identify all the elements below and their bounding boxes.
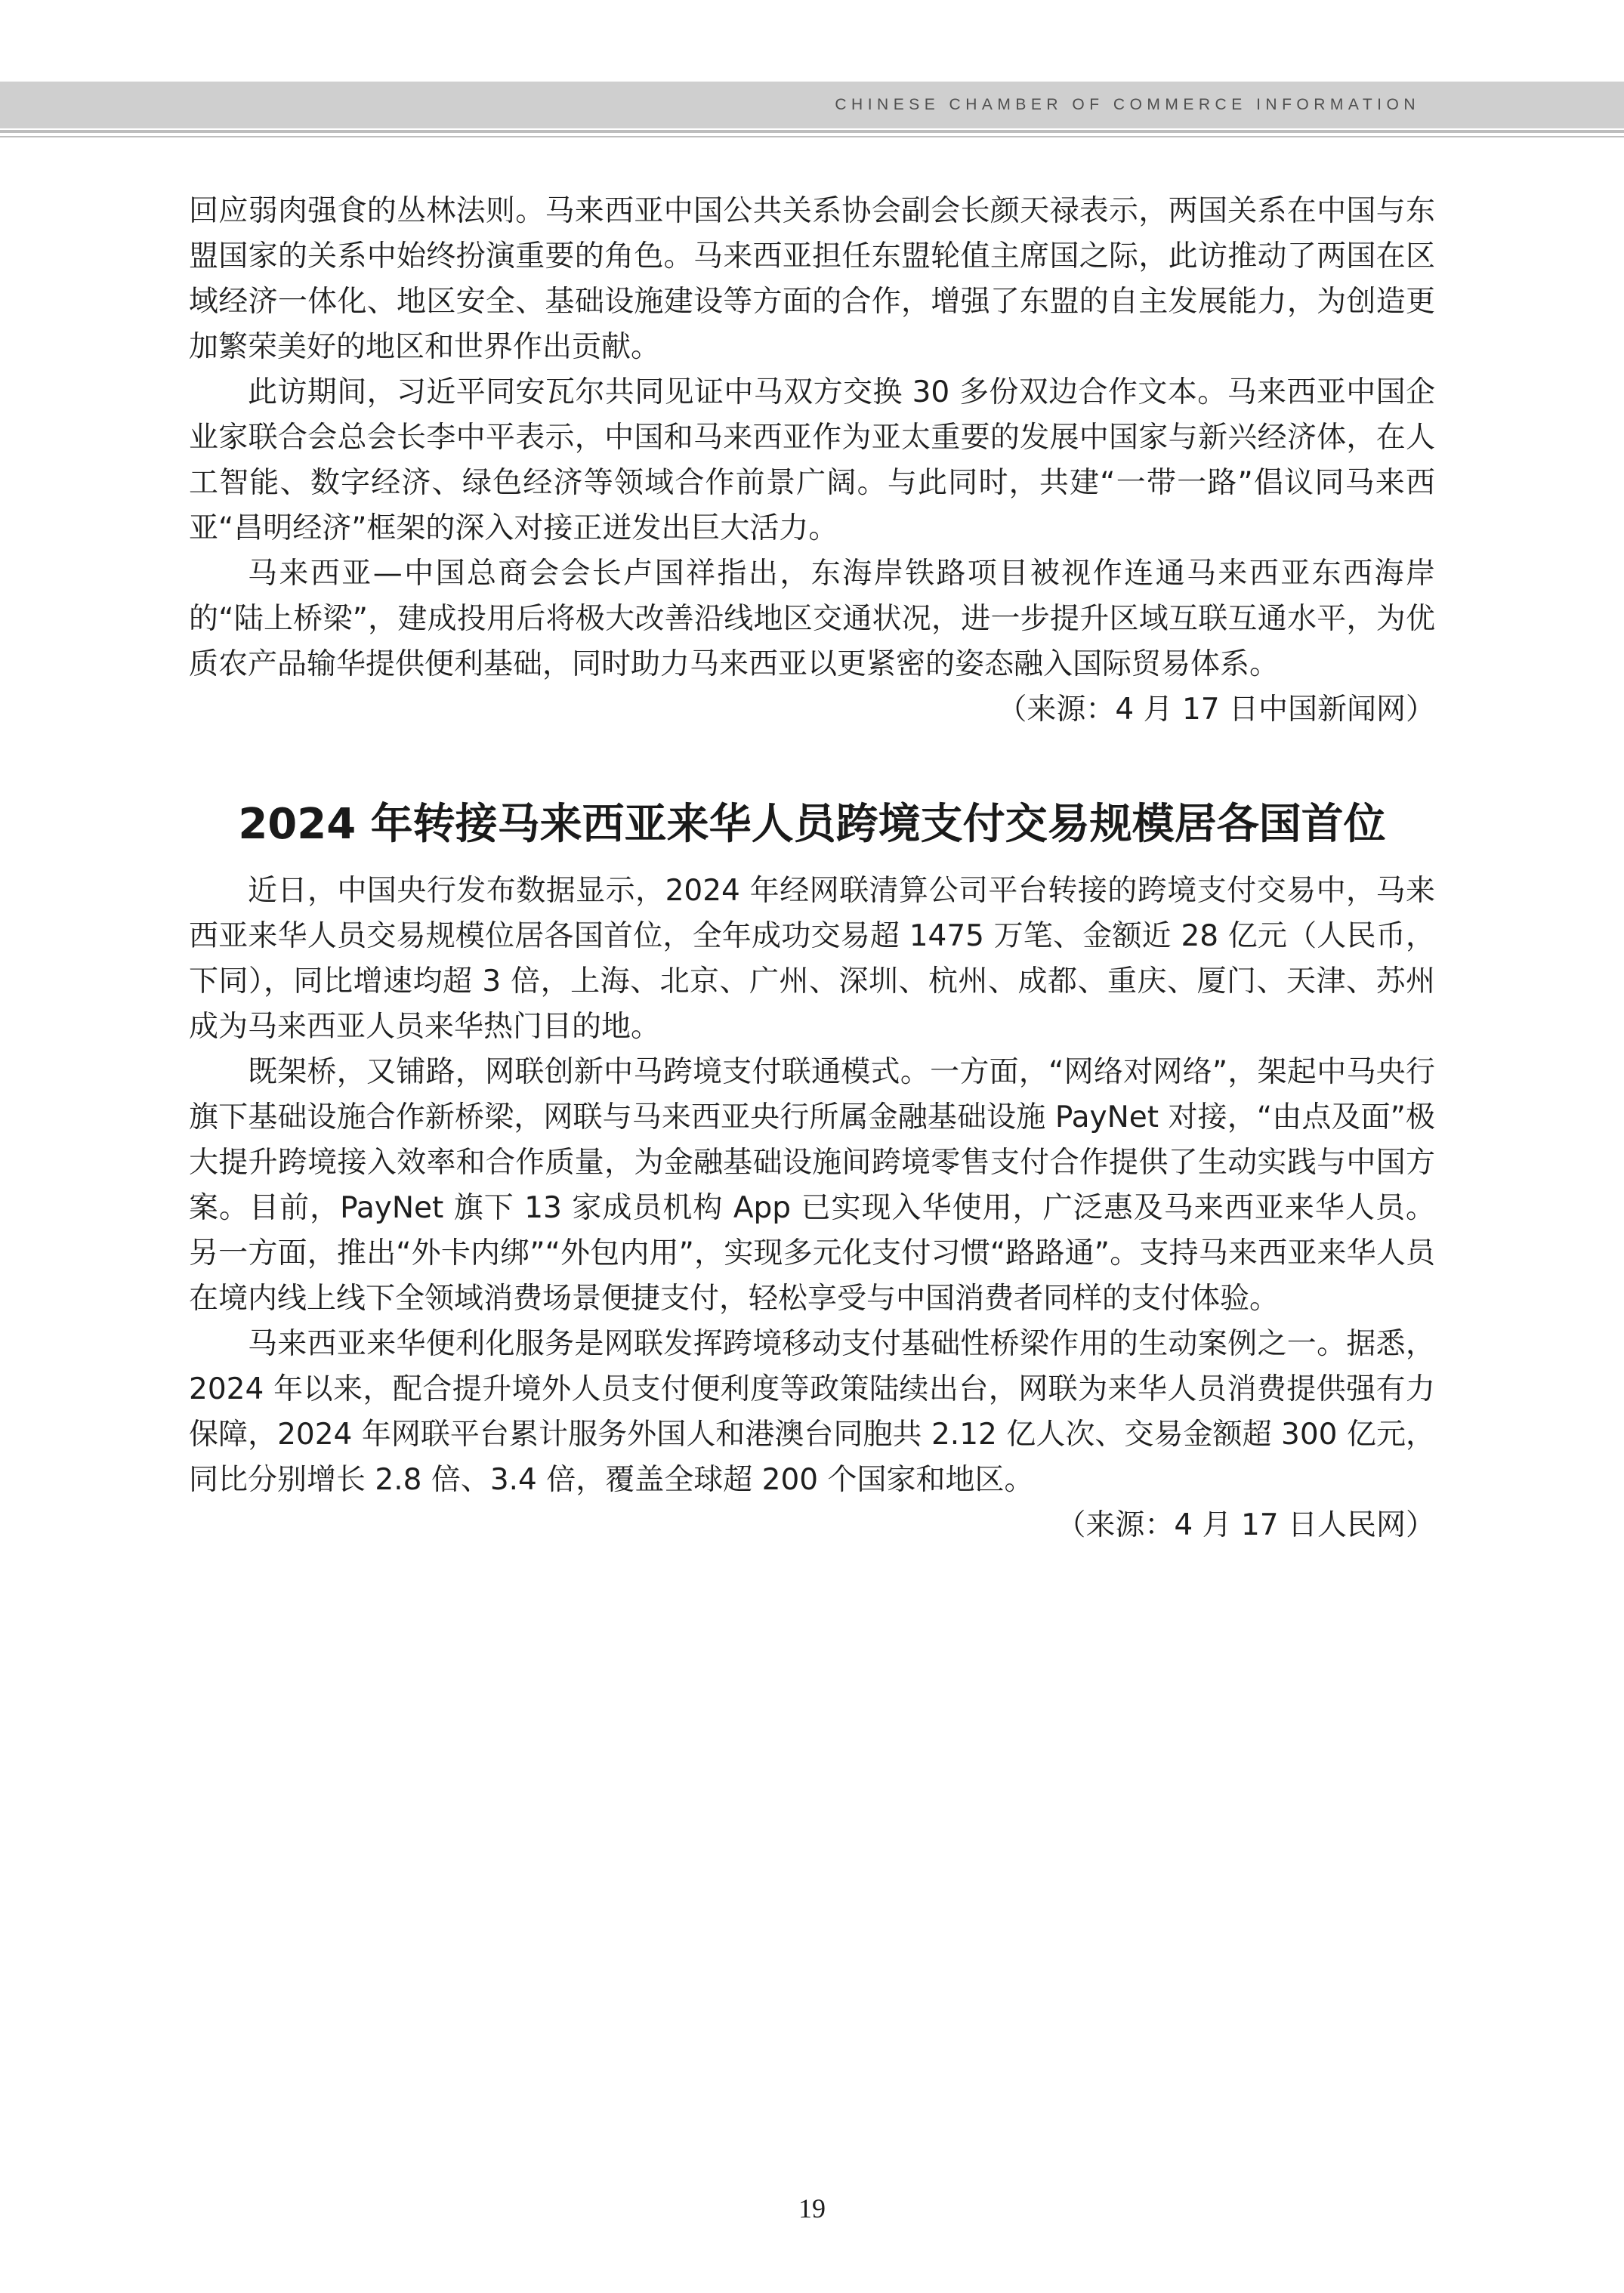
article2-title: 2024 年转接马来西亚来华人员跨境支付交易规模居各国首位: [238, 800, 1386, 849]
running-header: CHINESE CHAMBER OF COMMERCE INFORMATION: [835, 96, 1420, 113]
page-content: [189, 189, 1435, 1548]
article-payment: [189, 795, 1435, 1548]
article2-paragraph-3: 马来西亚来华便利化服务是网联发挥跨境移动支付基础性桥梁作用的生动案例之一。据悉，2024 年以来，配合提升境外人员支付便利度等政策陆续出台，网联为来华人员消费提供强有力保障，2024 年网联平台累计服务外国人和港澳台同胞共 2.12 亿人次、交易金额超 300 亿元，同比分别增长 2.8 倍、3.4 倍，覆盖全球超 200 个国家和地区。: [189, 1327, 1435, 1497]
header-rule-thin: [0, 136, 1624, 137]
header-rule: [0, 130, 1624, 133]
article2-paragraph-2: 既架桥，又铺路，网联创新中马跨境支付联通模式。一方面，“网络对网络”，架起中马央行旗下基础设施合作新桥梁，网联与马来西亚央行所属金融基础设施 PayNet 对接，“由点及面”极大提升跨境接入效率和合作质量，为金融基础设施间跨境零售支付合作提供了生动实践与中国方案。目前，PayNet 旗下 13 家成员机构 App 已实现入华使用，广泛惠及马来西亚来华人员。另一方面，推出“外卡内绑”“外包内用”，实现多元化支付习惯“路路通”。支持马来西亚来华人员在境内线上线下全领域消费场景便捷支付，轻松享受与中国消费者同样的支付体验。: [189, 1055, 1435, 1316]
article1-paragraph-3: 马来西亚—中国总商会会长卢国祥指出，东海岸铁路项目被视作连通马来西亚东西海岸的“陆上桥梁”，建成投用后将极大改善沿线地区交通状况，进一步提升区域互联互通水平，为优质农产品输华提供便利基础，同时助力马来西亚以更紧密的姿态融入国际贸易体系。: [189, 557, 1435, 681]
article-continued: [189, 189, 1435, 733]
page-number: 19: [798, 2193, 826, 2224]
article1-source: （来源：4 月 17 日中国新闻网）: [997, 693, 1435, 727]
article1-paragraph-2: 此访期间，习近平同安瓦尔共同见证中马双方交换 30 多份双边合作文本。马来西亚中国企业家联合会总会长李中平表示，中国和马来西亚作为亚太重要的发展中国家与新兴经济体，在人工智能、数字经济、绿色经济等领域合作前景广阔。与此同时，共建“一带一路”倡议同马来西亚“昌明经济”框架的深入对接正迸发出巨大活力。: [189, 375, 1435, 545]
article2-source: （来源：4 月 17 日人民网）: [1056, 1508, 1435, 1542]
article1-paragraph-1: 回应弱肉强食的丛林法则。马来西亚中国公共关系协会副会长颜天禄表示，两国关系在中国与东盟国家的关系中始终扮演重要的角色。马来西亚担任东盟轮值主席国之际，此访推动了两国在区域经济一体化、地区安全、基础设施建设等方面的合作，增强了东盟的自主发展能力，为创造更加繁荣美好的地区和世界作出贡献。: [189, 194, 1435, 364]
article2-paragraph-1: 近日，中国央行发布数据显示，2024 年经网联清算公司平台转接的跨境支付交易中，马来西亚来华人员交易规模位居各国首位，全年成功交易超 1475 万笔、金额近 28 亿元（人民币，下同），同比增速均超 3 倍，上海、北京、广州、深圳、杭州、成都、重庆、厦门、天津、苏州成为马来西亚人员来华热门目的地。: [189, 874, 1435, 1044]
